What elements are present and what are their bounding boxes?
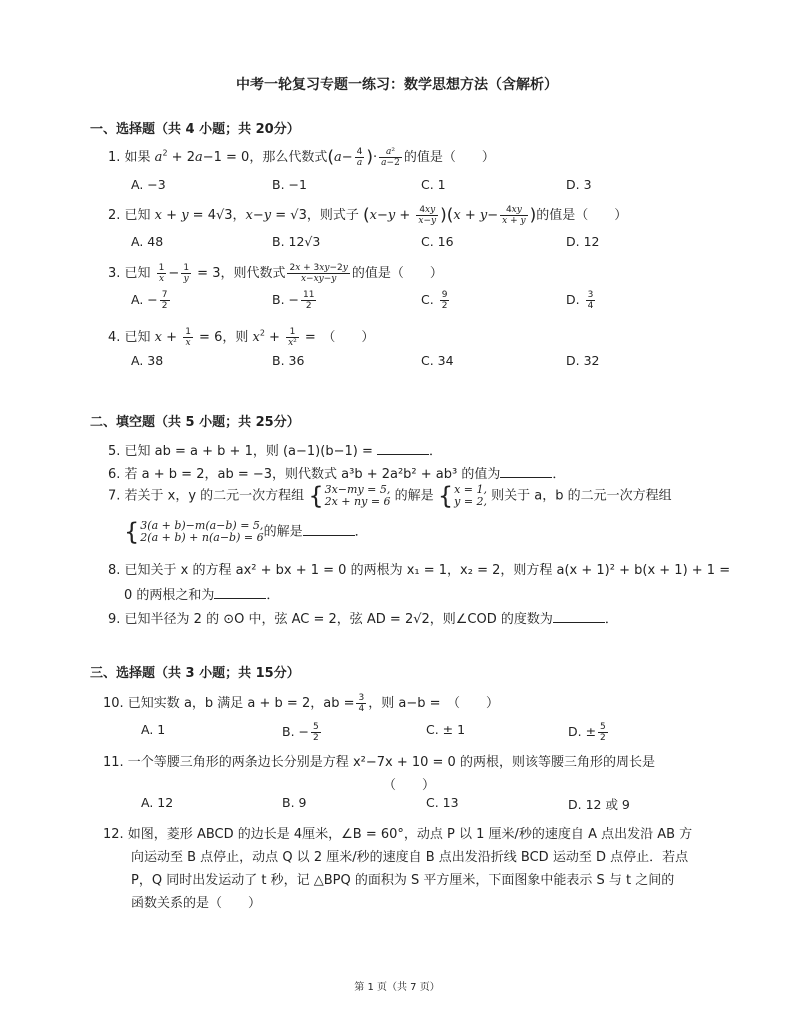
question-10: 10. 已知实数 a，b 满足 a + b = 2，ab = $\frac{3}{4}$ ，则 a−b = （ ） <box>103 693 499 714</box>
page-title: 中考一轮复习专题一练习：数学思想方法（含解析） <box>236 77 558 93</box>
q3-option-d: D. $\frac{3}{4}$ <box>566 290 594 311</box>
q4-option-a: A. 38 <box>131 353 164 368</box>
q10-option-d: D. ± $\frac{5}{2}$ <box>568 722 606 743</box>
question-1: 1. 如果 $a^2 + 2a-1 = 0$，那么代数式(a− $\frac{4}{a}$ )· $\frac{\text{a²}}{a-2}$ 的值是（ ） <box>108 147 495 168</box>
q7-tail2: 的解是 <box>263 524 303 540</box>
q10-lead: 10. 已知实数 a，b 满足 a + b = 2，ab = <box>103 696 355 711</box>
q11-option-b: B. 9 <box>282 795 307 810</box>
section-heading-1: 一、选择题（共 4 小题；共 20分） <box>90 122 300 137</box>
q3-option-b: B. − $\frac{11}{2}$ <box>272 290 315 311</box>
q1-option-a: A. −3 <box>131 177 166 192</box>
answer-blank <box>553 610 605 623</box>
q4-option-c: C. 34 <box>421 353 454 368</box>
page-footer: 第 1 页（共 7 页） <box>354 982 440 993</box>
answer-blank <box>377 442 429 455</box>
question-9: 9. 已知半径为 2 的 ⊙O 中，弦 AC = 2，弦 AD = 2√2，则∠COD 的度数为 ． <box>108 612 618 627</box>
section-heading-3: 三、选择题（共 3 小题；共 15分） <box>90 666 300 681</box>
q7-mid: 的解是 <box>394 488 434 504</box>
answer-blank <box>214 586 266 599</box>
q4-option-b: B. 36 <box>272 353 305 368</box>
q7-lead: 7. 若关于 x，y 的二元一次方程组 <box>108 488 305 504</box>
question-7: 7. 若关于 x，y 的二元一次方程组 {3x−my = 5, 2x + ny = 6 的解是 {x = 1, y = 2, 则关于 a，b 的二元一次方程组 <box>108 482 672 510</box>
q1-option-b: B. −1 <box>272 177 307 192</box>
q10-option-a: A. 1 <box>141 722 166 737</box>
q2-option-c: C. 16 <box>421 234 454 249</box>
q3-mid: = 3，则代数式 <box>193 266 286 281</box>
q3-option-a: A. − $\frac{7}{2}$ <box>131 290 168 311</box>
answer-blank <box>500 465 552 478</box>
q3-tail: 的值是（ ） <box>351 266 443 281</box>
q3-lead: 3. 已知 <box>108 266 155 281</box>
q1-lead: 1. 如果 <box>108 150 155 165</box>
question-3: 3. 已知 $\frac{1}{x}$ − $\frac{1}{y}$ = 3，则代数式 $\frac{2x + 3xy-2y}{x-xy-y}$ 的值是（ ） <box>108 263 443 284</box>
q1-tail: 的值是（ ） <box>403 150 495 165</box>
question-8-line-1: 8. 已知关于 x 的方程 ax² + bx + 1 = 0 的两根为 x₁ = 1，x₂ = 2，则方程 a(x + 1)² + b(x + 1) + 1 = <box>108 563 731 578</box>
q2-option-d: D. 12 <box>566 234 600 249</box>
q1-option-c: C. 1 <box>421 177 446 192</box>
question-12-line-2: 向运动至 B 点停止，动点 Q 以 2 厘米/秒的速度自 B 点出发沿折线 BCD 运动至 D 点停止．若点 <box>131 850 689 865</box>
q6-text: 6. 若 a + b = 2，ab = −3，则代数式 a³b + 2a²b² + ab³ 的值为 <box>108 467 501 482</box>
question-12-line-3: P，Q 同时出发运动了 t 秒，记 △BPQ 的面积为 S 平方厘米，下面图象中能表示 S 与 t 之间的 <box>131 873 675 888</box>
question-8-line-2: 0 的两根之和为 ． <box>124 588 280 603</box>
q2-tail: 的值是（ ） <box>536 208 628 223</box>
question-4: 4. 已知 x + $\frac{1}{x}$ = 6，则 $x^2$ + $\frac{1}{\text{x²}}$ = （ ） <box>108 327 375 348</box>
q2-option-b: B. 12√3 <box>272 234 321 249</box>
section-heading-2: 二、填空题（共 5 小题；共 25分） <box>90 415 300 430</box>
q10-tail: ，则 a−b = （ ） <box>368 696 499 711</box>
q2-lead: 2. 已知 <box>108 208 155 223</box>
q10-option-c: C. ± 1 <box>426 722 466 737</box>
question-5: 5. 已知 ab = a + b + 1，则 (a−1)(b−1) = ． <box>108 444 442 459</box>
q3-option-c: C. $\frac{9}{2}$ <box>421 290 448 311</box>
q9-text: 9. 已知半径为 2 的 ⊙O 中，弦 AC = 2，弦 AD = 2√2，则∠COD 的度数为 <box>108 612 553 627</box>
q5-text: 5. 已知 ab = a + b + 1，则 (a−1)(b−1) = <box>108 444 373 459</box>
question-2: 2. 已知 x + y = 4√3，x−y = √3，则式子 (x−y + $\frac{4xy}{x-y}$ )(x + y− $\frac{4xy}{x + y}$ )的值是（ ） <box>108 205 628 226</box>
q4-tail: （ ） <box>328 330 375 345</box>
answer-blank <box>303 523 355 536</box>
q4-option-d: D. 32 <box>566 353 600 368</box>
q4-lead: 4. 已知 <box>108 330 155 345</box>
q10-option-b: B. − $\frac{5}{2}$ <box>282 722 319 743</box>
q11-option-d: D. 12 或 9 <box>568 797 630 812</box>
question-6: 6. 若 a + b = 2，ab = −3，则代数式 a³b + 2a²b² + ab³ 的值为 ． <box>108 467 566 482</box>
q11-option-a: A. 12 <box>141 795 174 810</box>
q11-option-c: C. 13 <box>426 795 459 810</box>
q1-mid: ，那么代数式 <box>249 150 328 165</box>
q8-line2: 0 的两根之和为 <box>124 588 215 603</box>
q1-option-d: D. 3 <box>566 177 592 192</box>
question-12-line-4: 函数关系的是（ ） <box>131 896 262 911</box>
question-11-line-2: （ ） <box>383 778 436 793</box>
question-12-line-1: 12. 如图，菱形 ABCD 的边长是 4厘米，∠B = 60°，动点 P 以 1 厘米/秒的速度自 A 点出发沿 AB 方 <box>103 827 693 842</box>
question-7-system: {3(a + b)−m(a−b) = 5, 2(a + b) + n(a−b) = 6的解是 ． <box>124 518 368 546</box>
q2-option-a: A. 48 <box>131 234 164 249</box>
question-11-line-1: 11. 一个等腰三角形的两条边长分别是方程 x²−7x + 10 = 0 的两根，则该等腰三角形的周长是 <box>103 755 655 770</box>
q7-tail: 则关于 a，b 的二元一次方程组 <box>491 488 672 504</box>
